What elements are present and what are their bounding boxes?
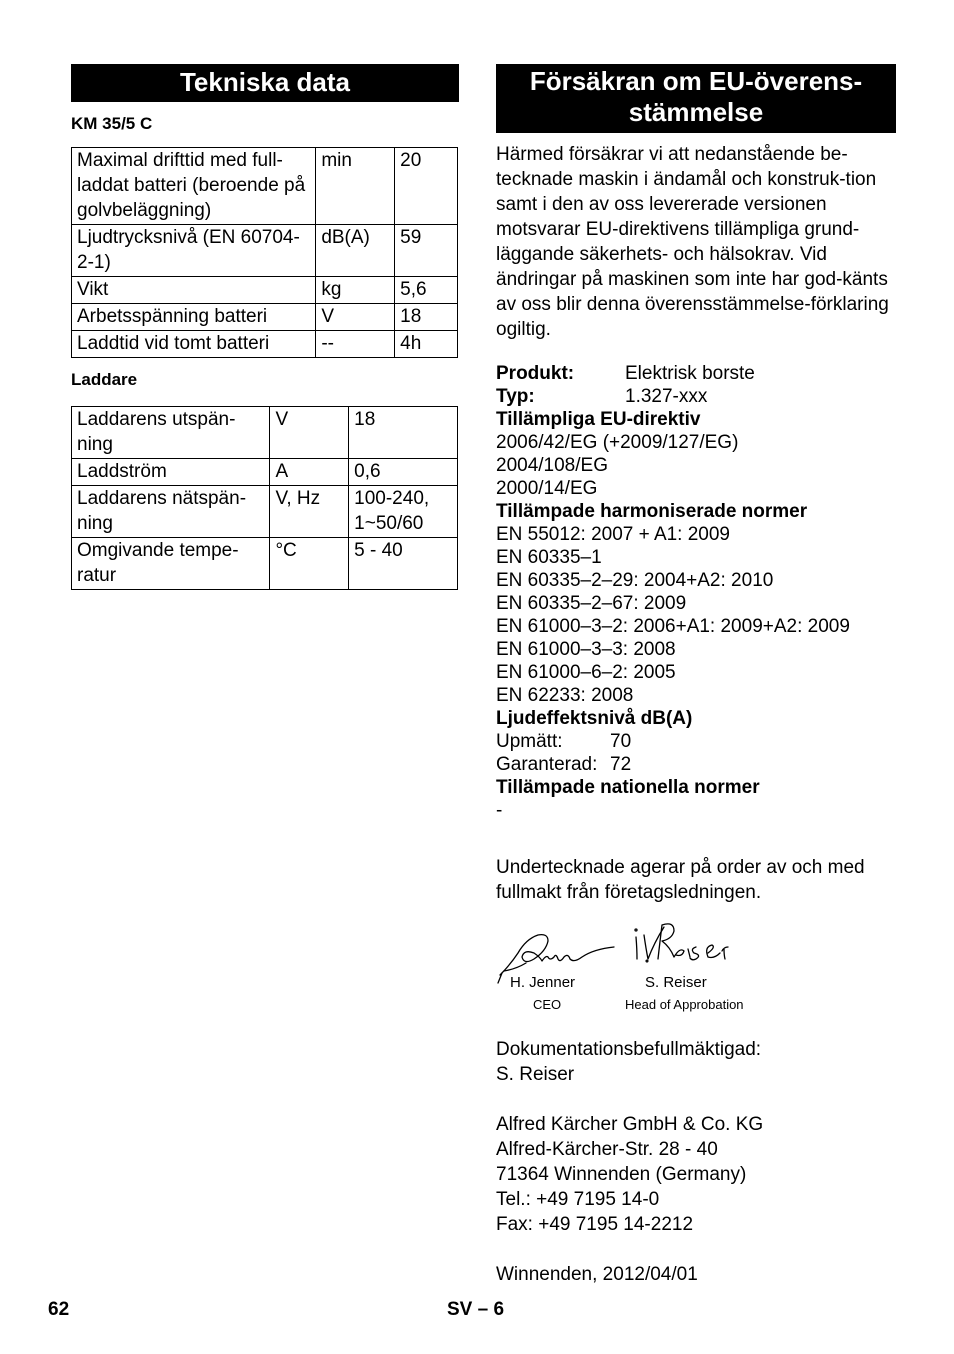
- measured-value: 70: [610, 731, 632, 752]
- sound-power-heading: Ljudeffektsnivå dB(A): [496, 708, 693, 729]
- address-line: Fax: +49 7195 14-2212: [496, 1214, 694, 1235]
- table-row: [72, 407, 458, 459]
- doc-rep-label: Dokumentationsbefullmäktigad:: [496, 1039, 762, 1060]
- spec-value: 5,6: [395, 277, 458, 304]
- spec-unit: V: [316, 304, 395, 331]
- charger-value: 100-240, 1~50/60: [349, 486, 458, 538]
- norm-item: EN 60335–1: [496, 547, 602, 568]
- address-line: Alfred Kärcher GmbH & Co. KG: [496, 1114, 764, 1135]
- signatory2-name: S. Reiser: [645, 974, 707, 991]
- norm-item: EN 61000–6–2: 2005: [496, 662, 676, 683]
- directive-item: 2004/108/EG: [496, 455, 608, 476]
- declaration-details: [496, 362, 896, 822]
- national-norms-heading: Tillämpade nationella normer: [496, 777, 760, 798]
- spec-label: Vikt: [72, 277, 316, 304]
- spec-value: 20: [395, 148, 458, 225]
- table-row: [72, 459, 458, 486]
- charger-heading: Laddare: [71, 370, 138, 389]
- charger-unit: A: [270, 459, 349, 486]
- signatory1-role: CEO: [533, 997, 562, 1012]
- measured-label: Upmätt:: [496, 731, 563, 752]
- technical-data-section: [71, 64, 459, 590]
- norm-item: EN 60335–2–29: 2004+A2: 2010: [496, 570, 774, 591]
- product-label: Produkt:: [496, 363, 575, 384]
- type-label: Typ:: [496, 386, 535, 407]
- address-line: Alfred-Kärcher-Str. 28 - 40: [496, 1139, 718, 1160]
- spec-value: 4h: [395, 331, 458, 358]
- norm-item: EN 55012: 2007 + A1: 2009: [496, 524, 731, 545]
- eu-declaration-heading: Försäkran om EU-överens-stämmelse: [496, 64, 896, 133]
- national-norms-value: -: [496, 800, 503, 821]
- signatures: [496, 913, 896, 1023]
- directive-item: 2006/42/EG (+2009/127/EG): [496, 432, 739, 453]
- eu-declaration-section: [496, 64, 896, 1287]
- charger-unit: V, Hz: [270, 486, 349, 538]
- table-row: [72, 538, 458, 590]
- place-and-date: Winnenden, 2012/04/01: [496, 1264, 698, 1285]
- spec-unit: --: [316, 331, 395, 358]
- signatory2-role: Head of Approbation: [625, 997, 744, 1012]
- product-value: Elektrisk borste: [625, 363, 755, 384]
- spec-label: Laddtid vid tomt batteri: [72, 331, 316, 358]
- charger-label: Omgivande tempe-ratur: [72, 538, 270, 590]
- spec-unit: min: [316, 148, 395, 225]
- spec-label: Ljudtrycksnivå (EN 60704-2-1): [72, 225, 316, 277]
- company-address: [496, 1112, 896, 1237]
- guaranteed-value: 72: [610, 754, 632, 775]
- address-line: Tel.: +49 7195 14-0: [496, 1189, 660, 1210]
- language-page-label: SV – 6: [447, 1299, 505, 1320]
- measured-row: [496, 730, 896, 753]
- charger-value: 5 - 40: [349, 538, 458, 590]
- technical-data-table: [71, 147, 458, 358]
- spec-label: Maximal drifttid med full-laddat batteri (beroende på golvbeläggning): [72, 148, 316, 225]
- directives-heading: Tillämpliga EU-direktiv: [496, 409, 701, 430]
- signatory1-name: H. Jenner: [510, 974, 576, 991]
- table-row: [72, 277, 458, 304]
- type-value: 1.327-xxx: [625, 386, 708, 407]
- page-number: 62: [48, 1299, 70, 1320]
- charger-table: [71, 406, 458, 590]
- type-row: [496, 385, 896, 408]
- norm-item: EN 60335–2–67: 2009: [496, 593, 687, 614]
- table-row: [72, 486, 458, 538]
- spec-unit: kg: [316, 277, 395, 304]
- spec-value: 18: [395, 304, 458, 331]
- guaranteed-label: Garanterad:: [496, 754, 598, 775]
- charger-unit: V: [270, 407, 349, 459]
- product-row: [496, 362, 896, 385]
- documentation-representative: [496, 1037, 896, 1087]
- norm-item: EN 61000–3–3: 2008: [496, 639, 676, 660]
- norm-item: EN 62233: 2008: [496, 685, 634, 706]
- doc-rep-name: S. Reiser: [496, 1064, 575, 1085]
- table-row: [72, 331, 458, 358]
- charger-label: Laddarens nätspän-ning: [72, 486, 270, 538]
- guaranteed-row: [496, 753, 896, 776]
- spec-value: 59: [395, 225, 458, 277]
- table-row: [72, 225, 458, 277]
- table-row: [72, 304, 458, 331]
- address-line: 71364 Winnenden (Germany): [496, 1164, 747, 1185]
- signed-statement: Undertecknade agerar på order av och med fullmakt från företagsledningen.: [496, 857, 865, 903]
- charger-unit: °C: [270, 538, 349, 590]
- spec-label: Arbetsspänning batteri: [72, 304, 316, 331]
- norms-heading: Tillämpade harmoniserade normer: [496, 501, 808, 522]
- directive-item: 2000/14/EG: [496, 478, 598, 499]
- charger-label: Laddarens utspän-ning: [72, 407, 270, 459]
- charger-value: 18: [349, 407, 458, 459]
- norm-item: EN 61000–3–2: 2006+A1: 2009+A2: 2009: [496, 616, 850, 637]
- declaration-intro: Härmed försäkrar vi att nedanstående be-tecknade maskin i ändamål och konstruk-tion samt i den av oss levererade versionen motsvarar EU-direktivens tillämpliga grund-läggande säkerhets- och hälsokrav. Vid ändringar på maskinen som inte har god-känts av oss blir denna överensstämmelse-förklaring ogiltig.: [496, 144, 889, 340]
- technical-data-heading: Tekniska data: [71, 64, 459, 102]
- spec-unit: dB(A): [316, 225, 395, 277]
- table-row: [72, 148, 458, 225]
- charger-value: 0,6: [349, 459, 458, 486]
- model-heading: KM 35/5 C: [71, 114, 153, 133]
- charger-label: Laddström: [72, 459, 270, 486]
